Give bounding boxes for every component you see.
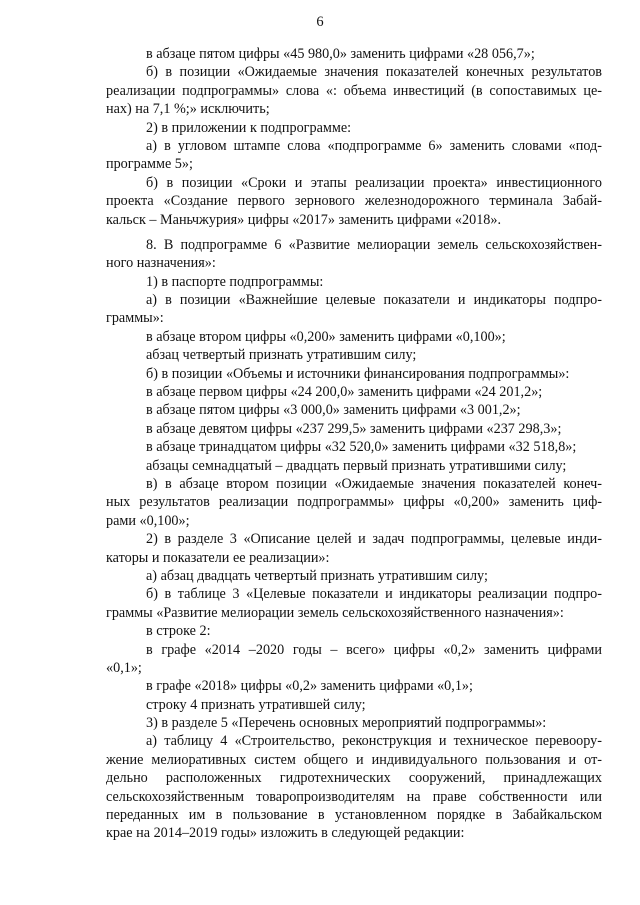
page-number: 6: [316, 14, 324, 30]
paragraph: [106, 475, 602, 530]
text-line: кальск – Маньчжурия» цифры «2017» заменить цифрами «2018».: [106, 211, 502, 228]
text-line: в графе «2014 –2020 годы – всего» цифры «0,2» заменить цифрами: [146, 641, 602, 658]
paragraph: [106, 119, 602, 137]
text-line: а) в позиции «Важнейшие целевые показатели и индикаторы подпро-: [146, 292, 602, 309]
paragraph: [106, 714, 602, 732]
text-line: 1) в паспорте подпрограммы:: [146, 273, 324, 290]
text-line: абзацы семнадцатый – двадцать первый признать утратившими силу;: [146, 457, 567, 474]
text-line: 2) в приложении к подпрограмме:: [146, 119, 352, 136]
text-line: дельно расположенных гидротехнических сооружений, принадлежащих: [106, 770, 602, 787]
text-line: б) в позиции «Сроки и этапы реализации проекта» инвестиционного: [146, 174, 602, 191]
text-line: б) в позиции «Объемы и источники финансирования подпрограммы»:: [146, 365, 570, 382]
text-line: переданных им в пользование в установленном порядке в Забайкальском: [106, 807, 602, 824]
text-line: в абзаце втором цифры «0,200» заменить цифрами «0,100»;: [146, 328, 506, 345]
text-line: «0,1»;: [106, 659, 142, 676]
paragraph: [106, 401, 602, 419]
text-line: программе 5»;: [106, 156, 193, 173]
paragraph: [106, 137, 602, 174]
paragraph: [106, 622, 602, 640]
paragraph: [106, 328, 602, 346]
text-line: крае на 2014–2019 годы» изложить в следующей редакции:: [106, 825, 465, 842]
text-line: в абзаце пятом цифры «3 000,0» заменить цифрами «3 001,2»;: [146, 402, 521, 419]
text-line: реализации подпрограммы» слова «: объема инвестиций (в сопоставимых це-: [106, 82, 602, 99]
paragraph: [106, 732, 602, 842]
text-line: 2) в разделе 3 «Описание целей и задач подпрограммы, целевые инди-: [146, 531, 602, 548]
text-line: жение мелиоративных систем общего и индивидуального пользования и от-: [106, 751, 602, 768]
paragraph: [106, 677, 602, 695]
paragraph: [106, 45, 602, 63]
text-line: в абзаце первом цифры «24 200,0» заменить цифрами «24 201,2»;: [146, 384, 543, 401]
text-line: в графе «2018» цифры «0,2» заменить цифрами «0,1»;: [146, 678, 473, 695]
text-line: граммы»:: [106, 310, 164, 327]
text-line: а) таблицу 4 «Строительство, реконструкция и техническое перевоору-: [146, 733, 602, 750]
text-line: в абзаце тринадцатом цифры «32 520,0» заменить цифрами «32 518,8»;: [146, 439, 577, 456]
text-line: в абзаце пятом цифры «45 980,0» заменить цифрами «28 056,7»;: [146, 46, 535, 62]
paragraph: [106, 457, 602, 475]
text-line: в строке 2:: [146, 623, 211, 640]
paragraph: [106, 696, 602, 714]
paragraph: [106, 530, 602, 567]
text-line: абзац четвертый признать утратившим силу;: [146, 347, 417, 364]
text-line: 8. В подпрограмме 6 «Развитие мелиорации земель сельскохозяйствен-: [146, 236, 602, 253]
text-line: нах) на 7,1 %;» исключить;: [106, 101, 270, 118]
text-line: каторы и показатели ее реализации»:: [106, 549, 330, 566]
text-line: граммы «Развитие мелиорации земель сельскохозяйственного назначения»:: [106, 604, 564, 621]
text-line: а) абзац двадцать четвертый признать утратившим силу;: [146, 567, 488, 584]
text-line: ных результатов реализации подпрограммы» цифры «0,200» заменить циф-: [106, 494, 602, 511]
text-line: сельскохозяйственным товаропроизводителям на праве собственности или: [106, 788, 602, 805]
paragraph: [106, 346, 602, 364]
paragraph: [106, 174, 602, 229]
text-line: в) в абзаце втором позиции «Ожидаемые значения показателей конеч-: [146, 475, 602, 492]
paragraph: [106, 420, 602, 438]
document-body: [106, 45, 602, 843]
text-line: б) в таблице 3 «Целевые показатели и индикаторы реализации подпро-: [146, 586, 602, 603]
text-line: б) в позиции «Ожидаемые значения показателей конечных результатов: [146, 64, 602, 81]
paragraph: [106, 236, 602, 273]
paragraph: [106, 567, 602, 585]
paragraph-gap: [106, 229, 602, 236]
text-line: проекта «Создание первого зернового железнодорожного терминала Забай-: [106, 193, 602, 210]
paragraph: [106, 383, 602, 401]
paragraph: [106, 63, 602, 118]
text-line: рами «0,100»;: [106, 512, 190, 529]
text-line: 3) в разделе 5 «Перечень основных мероприятий подпрограммы»:: [146, 715, 547, 732]
paragraph: [106, 291, 602, 328]
paragraph: [106, 585, 602, 622]
text-line: строку 4 признать утратившей силу;: [146, 696, 366, 713]
text-line: а) в угловом штампе слова «подпрограмме 6» заменить словами «под-: [146, 137, 602, 154]
paragraph: [106, 273, 602, 291]
text-line: в абзаце девятом цифры «237 299,5» заменить цифрами «237 298,3»;: [146, 420, 562, 437]
paragraph: [106, 641, 602, 678]
paragraph: [106, 365, 602, 383]
text-line: ного назначения»:: [106, 255, 216, 272]
paragraph: [106, 438, 602, 456]
